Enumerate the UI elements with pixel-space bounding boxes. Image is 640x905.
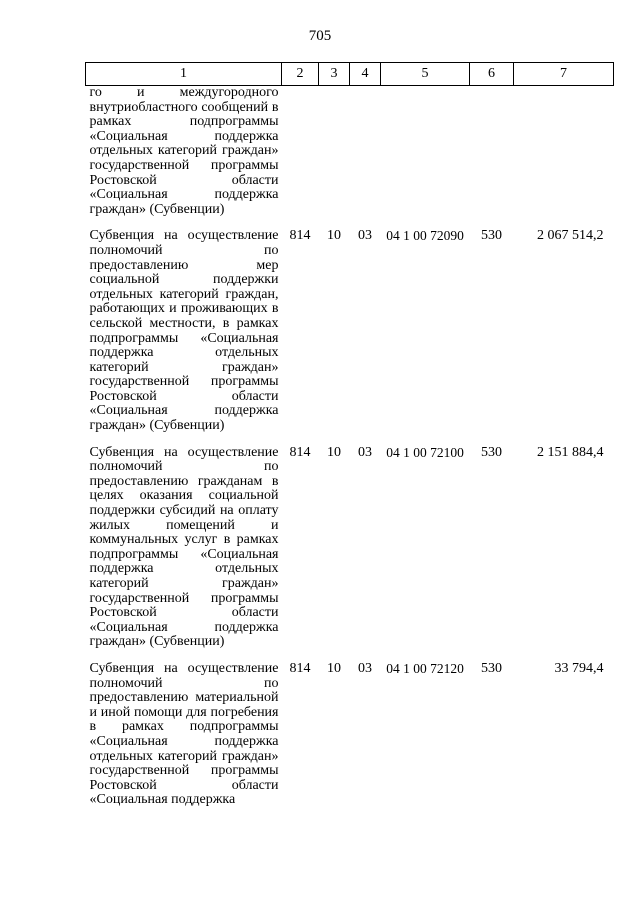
- header-col-5: 5: [381, 63, 470, 86]
- row-spacer: [86, 434, 614, 446]
- row-target-article: 04 1 00 72100: [386, 444, 464, 460]
- table-row: [86, 446, 614, 650]
- table-row: [86, 229, 614, 433]
- header-col-7: 7: [514, 63, 614, 86]
- table-header-row: [86, 63, 614, 86]
- row-amount: 2 067 514,2: [537, 228, 604, 244]
- row-amount: [514, 86, 614, 218]
- row-description: Субвенция на осуществление полномочий по предоставлению мер социальной поддержки отдельных категорий граждан, работающих и проживающих в сельской местности, в рамках подпрограммы «Социальная поддержка отдельных категорий граждан» государственной программы Ростовской области «Социальная поддержка граждан» (Субвенции): [89, 228, 279, 434]
- row-description: Субвенция на осуществление полномочий по предоставлению гражданам в целях оказания социальной поддержки субсидий на оплату жилых помещений и коммунальных услуг в рамках подпрограммы «Социальная поддержка отдельных категорий граждан» государственной программы Ростовской области «Социальная поддержка граждан» (Субвенции): [89, 444, 279, 650]
- header-col-2: 2: [282, 63, 319, 86]
- row-target-article: 04 1 00 72120: [386, 660, 464, 676]
- row-ministry-code: 814: [289, 444, 311, 460]
- row-description: Субвенция на осуществление полномочий по предоставлению материальной и иной помощи для погребения в рамках подпрограммы «Социальная поддержка отдельных категорий граждан» государственной программы Ростовской области «Социальная поддержка: [89, 660, 279, 808]
- row-target-article: [381, 86, 470, 218]
- row-ministry-code: 814: [289, 228, 311, 244]
- row-expense-type: 530: [481, 660, 502, 676]
- table-row: [86, 86, 614, 218]
- row-expense-type: [470, 86, 514, 218]
- table-row: [86, 662, 614, 808]
- row-target-article: 04 1 00 72090: [386, 228, 464, 244]
- row-section-code: 10: [327, 228, 341, 244]
- page-number: 705: [308, 28, 332, 44]
- row-subsection-code: 03: [358, 228, 372, 244]
- row-subsection-code: [350, 86, 381, 218]
- budget-table: [85, 62, 614, 808]
- row-ministry-code: 814: [289, 660, 311, 676]
- row-description: го и междугородного внутриобластного сообщений в рамках подпрограммы «Социальная поддержка отдельных категорий граждан» государственной программы Ростовской области «Социальная поддержка граждан» (Субвенции): [89, 85, 279, 217]
- row-section-code: 10: [327, 660, 341, 676]
- row-section-code: [319, 86, 350, 218]
- row-subsection-code: 03: [358, 444, 372, 460]
- row-section-code: 10: [327, 444, 341, 460]
- header-col-6: 6: [470, 63, 514, 86]
- row-expense-type: 530: [481, 444, 502, 460]
- row-ministry-code: [282, 86, 319, 218]
- row-expense-type: 530: [481, 228, 502, 244]
- row-subsection-code: 03: [358, 660, 372, 676]
- header-col-1: 1: [86, 63, 282, 86]
- header-col-3: 3: [319, 63, 350, 86]
- header-col-4: 4: [350, 63, 381, 86]
- row-amount: 33 794,4: [554, 660, 604, 676]
- row-amount: 2 151 884,4: [537, 444, 604, 460]
